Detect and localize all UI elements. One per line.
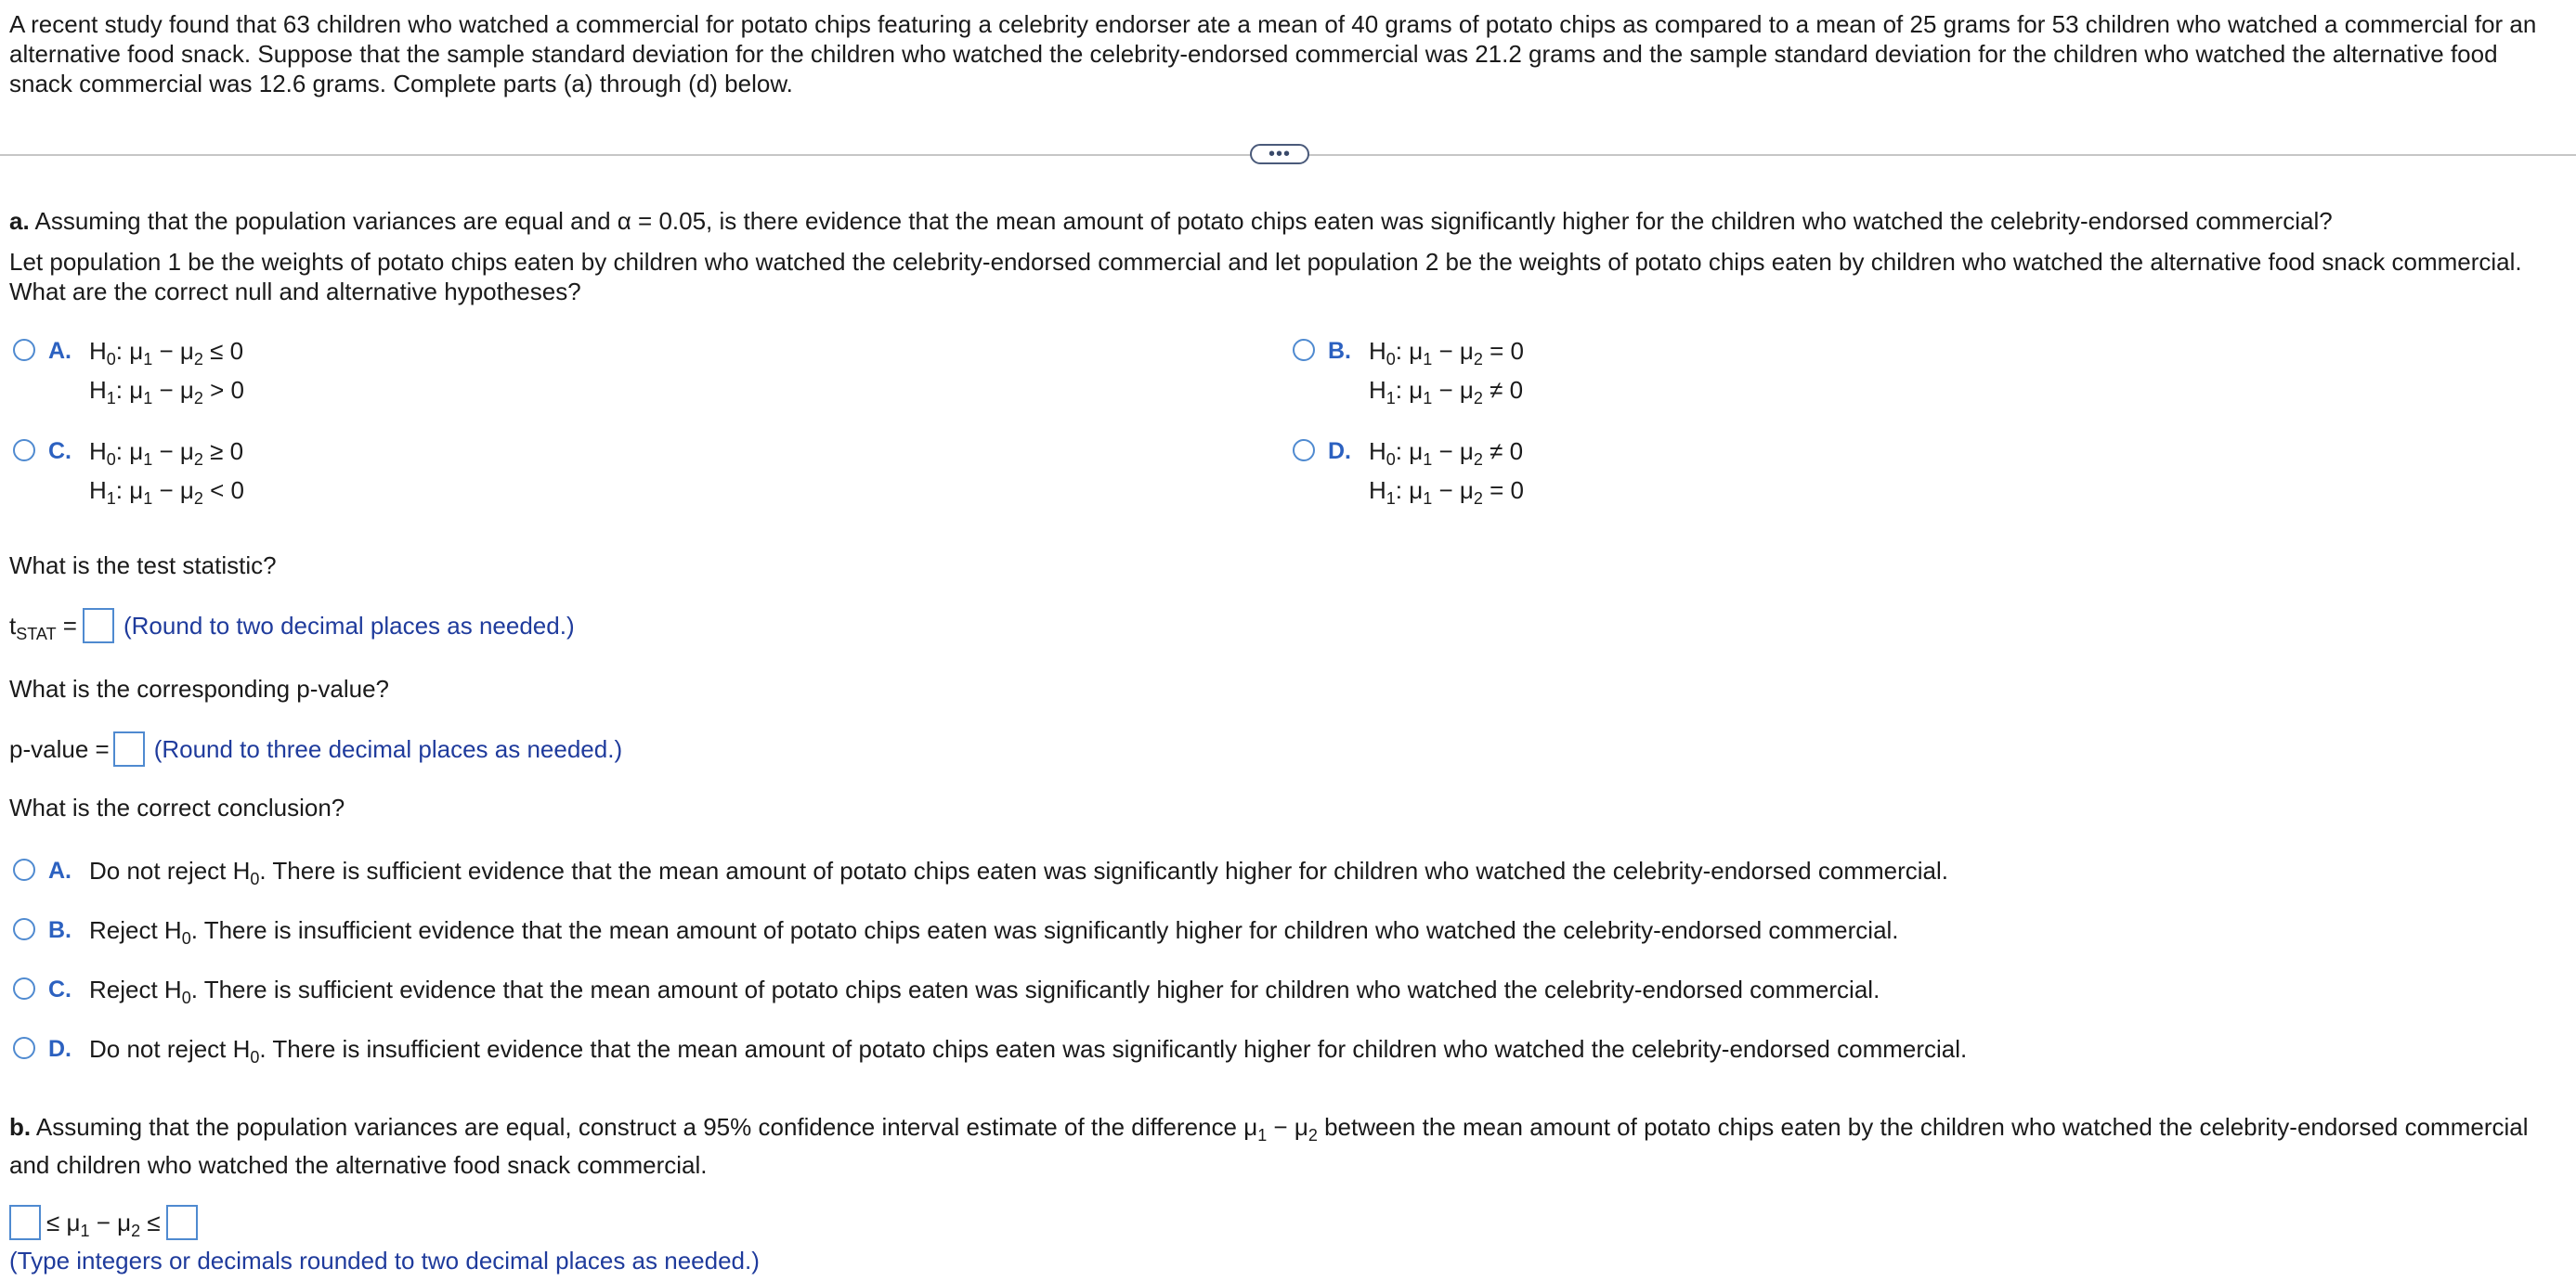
expand-more-button[interactable]: ••• (1250, 144, 1309, 164)
pvalue-question: What is the corresponding p-value? (9, 675, 390, 703)
conclusion-option-c[interactable] (13, 975, 1880, 1007)
tstat-input[interactable] (83, 608, 114, 643)
radio-button[interactable] (1293, 339, 1315, 361)
part-b-question: b. Assuming that the population variances are equal, construct a 95% confidence interval estimate of the difference $\mu_1 - \mu_2$ between the mean amount of potato chips eaten by the children who watched the celebrity-endorsed commercial and children who watched the alternative food snack commercial. (9, 1113, 2529, 1179)
null-hypothesis: $H_0$: $\mu_1 - \mu_2 = 0$ (1369, 337, 1525, 369)
null-hypothesis: $H_0$: $\mu_1 - \mu_2 \le 0$ (89, 337, 244, 369)
option-letter: A. (48, 338, 72, 364)
null-hypothesis: $H_0$: $\mu_1 - \mu_2 \ge 0$ (89, 437, 244, 469)
tstat-hint: (Round to two decimal places as needed.) (124, 612, 575, 640)
tstat-label: $t_{STAT}$ = (9, 612, 77, 643)
alternative-hypothesis: $H_1$: $\mu_1 - \mu_2 > 0$ (89, 376, 245, 408)
problem-intro: A recent study found that 63 children who watched a commercial for potato chips featuring a celebrity endorser ate a mean of 40 grams of potato chips as compared to a mean of 25 grams for 53 children who watched a commercial for an alternative food snack. Suppose that the sample standard deviation for the children who watched the celebrity-endorsed commercial was 21.2 grams and the sample standard deviation for the children who watched the alternative food snack commercial was 12.6 grams. Complete parts (a) through (d) below. (9, 10, 2537, 97)
option-letter: C. (48, 977, 72, 1003)
hypothesis-option-a[interactable] (13, 336, 244, 409)
conclusion-text: Reject $H_0$. There is insufficient evidence that the mean amount of potato chips eaten was significantly higher for children who watched the celebrity-endorsed commercial. (89, 916, 1899, 948)
part-b-tag: b. (9, 1113, 32, 1141)
pvalue-input[interactable] (113, 731, 145, 767)
option-letter: B. (48, 917, 72, 943)
option-letter: D. (1328, 438, 1351, 464)
conclusion-text: Do not reject $H_0$. There is insufficient evidence that the mean amount of potato chips eaten was significantly higher for children who watched the celebrity-endorsed commercial. (89, 1035, 1968, 1067)
pvalue-hint: (Round to three decimal places as needed.) (153, 735, 623, 763)
tstat-row (9, 608, 575, 643)
conclusion-question: What is the correct conclusion? (9, 794, 345, 822)
alternative-hypothesis: $H_1$: $\mu_1 - \mu_2 \ne 0$ (1369, 376, 1524, 408)
radio-button[interactable] (1293, 439, 1315, 461)
alternative-hypothesis: $H_1$: $\mu_1 - \mu_2 < 0$ (89, 476, 245, 508)
test-statistic-question: What is the test statistic? (9, 551, 277, 579)
pvalue-label: p-value = (9, 735, 110, 763)
hypothesis-pair (1369, 432, 1524, 510)
option-letter: A. (48, 858, 72, 884)
radio-button[interactable] (13, 918, 35, 940)
pvalue-row (9, 731, 622, 767)
ci-expression: ≤ $\mu_1 - \mu_2$ ≤ (46, 1209, 161, 1240)
null-hypothesis: $H_0$: $\mu_1 - \mu_2 \ne 0$ (1369, 437, 1524, 469)
hypothesis-pair (89, 331, 244, 409)
ci-upper-input[interactable] (166, 1205, 198, 1240)
conclusion-text: Do not reject $H_0$. There is sufficient evidence that the mean amount of potato chips eaten was significantly higher for children who watched the celebrity-endorsed commercial. (89, 857, 1948, 888)
hypothesis-pair (89, 432, 244, 510)
radio-button[interactable] (13, 977, 35, 1000)
alternative-hypothesis: $H_1$: $\mu_1 - \mu_2 = 0$ (1369, 476, 1525, 508)
conclusion-text: Reject $H_0$. There is sufficient evidence that the mean amount of potato chips eaten was significantly higher for children who watched the celebrity-endorsed commercial. (89, 976, 1880, 1007)
hypothesis-pair (1369, 331, 1524, 409)
option-letter: B. (1328, 338, 1351, 364)
hypothesis-option-b[interactable] (1293, 336, 1524, 409)
hypothesis-option-c[interactable] (13, 436, 244, 510)
option-letter: D. (48, 1036, 72, 1062)
conclusion-option-d[interactable] (13, 1034, 1968, 1067)
part-a-tag: a. (9, 207, 30, 235)
radio-button[interactable] (13, 1037, 35, 1059)
part-a-question-text: Assuming that the population variances are equal and α = 0.05, is there evidence that the mean amount of potato chips eaten was significantly higher for the children who watched the celebrity-endorsed commercial? (34, 207, 2333, 235)
hypothesis-option-d[interactable] (1293, 436, 1524, 510)
conclusion-option-a[interactable] (13, 856, 1948, 886)
radio-button[interactable] (13, 439, 35, 461)
radio-button[interactable] (13, 339, 35, 361)
population-definition: Let population 1 be the weights of potato chips eaten by children who watched the celebrity-endorsed commercial and let population 2 be the weights of potato chips eaten by children who watched the alternative food snack commercial. What are the correct null and alternative hypotheses? (9, 248, 2522, 305)
option-letter: C. (48, 438, 72, 464)
part-a-question (9, 206, 2563, 236)
ci-hint: (Type integers or decimals rounded to two decimal places as needed.) (9, 1247, 760, 1275)
radio-button[interactable] (13, 859, 35, 881)
conclusion-option-b[interactable] (13, 915, 1899, 948)
ci-lower-input[interactable] (9, 1205, 41, 1240)
confidence-interval-row (9, 1205, 198, 1240)
